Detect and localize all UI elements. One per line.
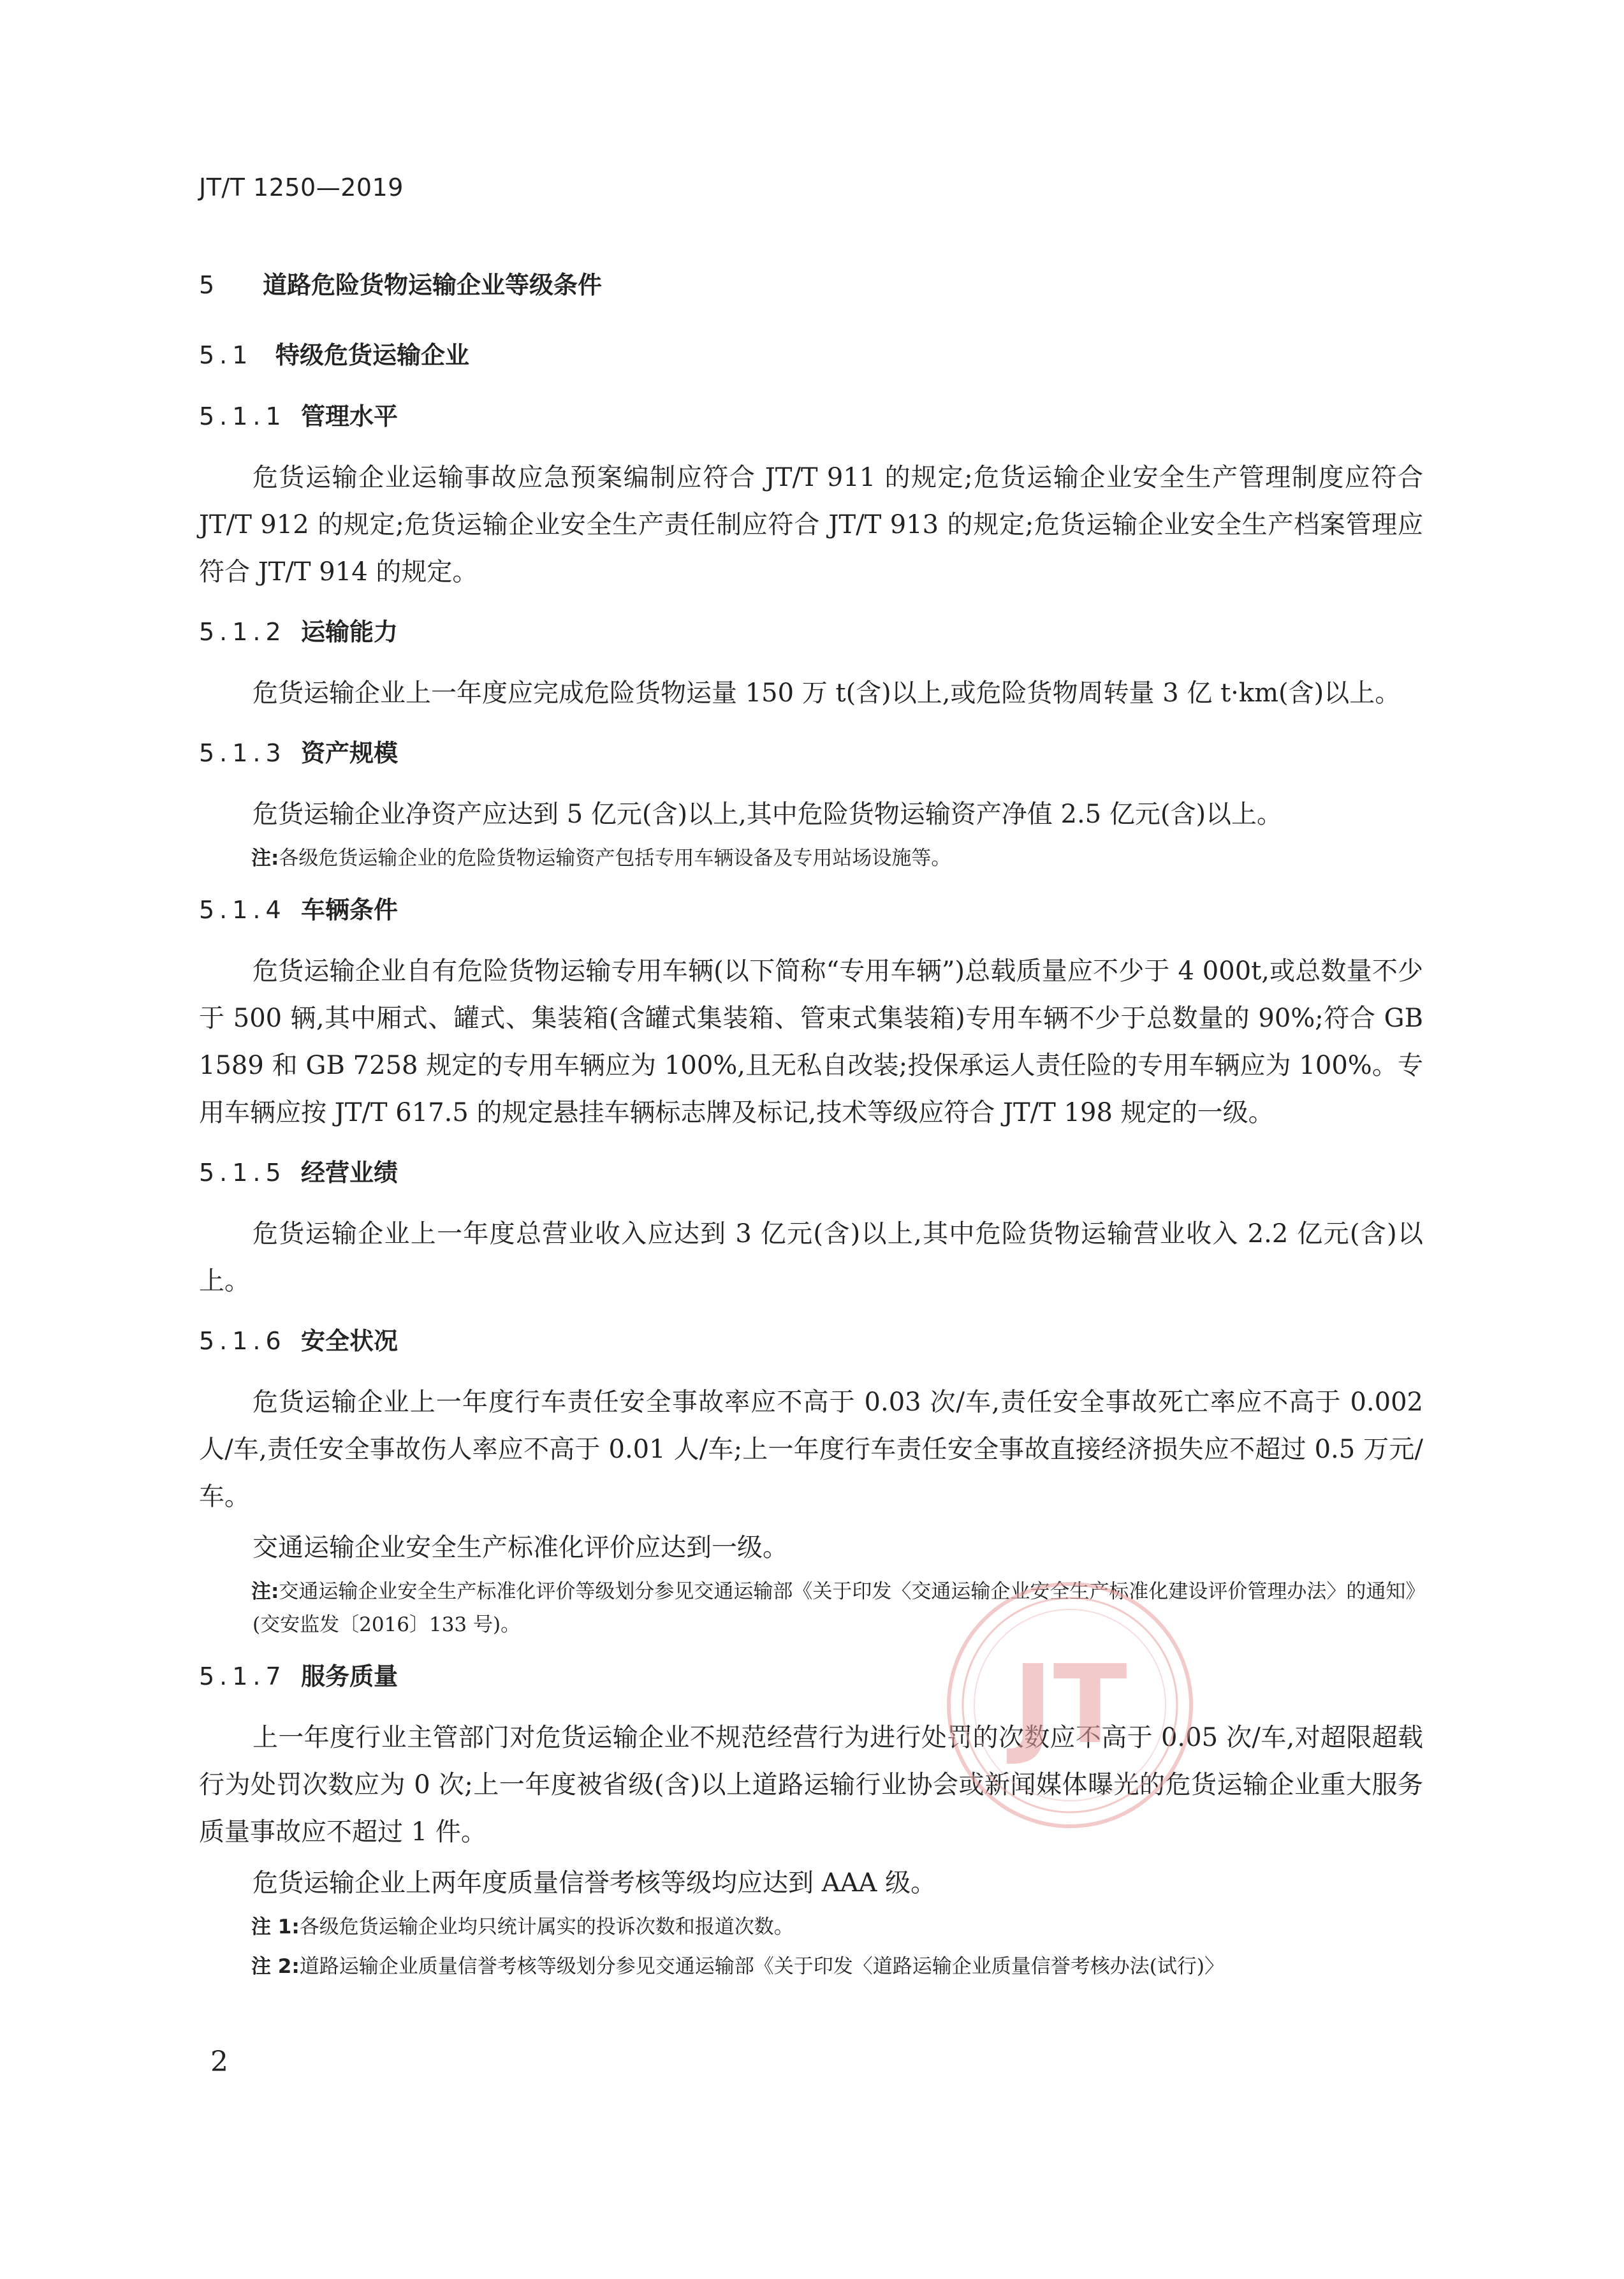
clause-note bbox=[199, 1575, 1423, 1641]
section-title: 道路危险货物运输企业等级条件 bbox=[263, 271, 603, 299]
stamp-text: JT bbox=[1013, 1642, 1127, 1768]
note-label: 注 2: bbox=[251, 1955, 300, 1978]
clause-paragraph: 危货运输企业运输事故应急预案编制应符合 JT/T 911 的规定;危货运输企业安全生产管理制度应符合 JT/T 912 的规定;危货运输企业安全生产责任制应符合 JT/T 913 的规定;危货运输企业安全生产档案管理应符合 JT/T 914 的规定。 bbox=[199, 463, 1423, 587]
clause-paragraph: 上一年度行业主管部门对危货运输企业不规范经营行为进行处罚的次数应不高于 0.05 次/车,对超限超载行为处罚次数应为 0 次;上一年度被省级(含)以上道路运输行业协会或新闻媒体曝光的危货运输企业重大服务质量事故应不超过 1 件。 bbox=[199, 1723, 1423, 1847]
clause-title: 经营业绩 bbox=[301, 1159, 399, 1187]
clause-paragraph: 危货运输企业自有危险货物运输专用车辆(以下简称“专用车辆”)总载质量应不少于 4 000t,或总数量不少于 500 辆,其中厢式、罐式、集装箱(含罐式集装箱、管束式集装箱)专用车辆不少于总数量的 90%;符合 GB 1589 和 GB 7258 规定的专用车辆应为 100%,且无私自改装;投保承运人责任险的专用车辆应为 100%。专用车辆应按 JT/T 617.5 的规定悬挂车辆标志牌及标记,技术等级应符合 JT/T 198 规定的一级。 bbox=[199, 956, 1423, 1127]
clause-paragraph: 危货运输企业上两年度质量信誉考核等级均应达到 AAA 级。 bbox=[252, 1868, 937, 1898]
clause-paragraph: 危货运输企业上一年度总营业收入应达到 3 亿元(含)以上,其中危险货物运输营业收入 2.2 亿元(含)以上。 bbox=[199, 1219, 1423, 1296]
note-text: 交通运输企业安全生产标准化评价等级划分参见交通运输部《关于印发〈交通运输企业安全生产标准化建设评价管理办法〉的通知》(交安监发〔2016〕133 号)。 bbox=[252, 1580, 1416, 1636]
clause-number: 5.1.4 bbox=[199, 896, 286, 924]
document-body bbox=[199, 268, 1423, 1990]
note-text: 各级危货运输企业的危险货物运输资产包括专用车辆设备及专用站场设施等。 bbox=[279, 847, 951, 870]
section-heading bbox=[199, 268, 1423, 302]
clause-title: 管理水平 bbox=[301, 402, 399, 430]
clause-paragraph: 危货运输企业上一年度行车责任安全事故率应不高于 0.03 次/车,责任安全事故死亡率应不高于 0.002 人/车,责任安全事故伤人率应不高于 0.01 人/车;上一年度行车责任安全事故直接经济损失应不超过 0.5 万元/车。 bbox=[199, 1388, 1423, 1511]
page-number: 2 bbox=[210, 2046, 228, 2078]
clause-title: 车辆条件 bbox=[301, 896, 399, 924]
subsection-heading bbox=[199, 338, 1423, 372]
clause-note bbox=[199, 842, 1423, 875]
section-number: 5 bbox=[199, 271, 220, 299]
note-label: 注: bbox=[251, 1580, 279, 1603]
note-label: 注: bbox=[251, 847, 279, 870]
clause-note bbox=[199, 1910, 1423, 1944]
clause-title: 服务质量 bbox=[301, 1662, 399, 1690]
note-text: 道路运输企业质量信誉考核等级划分参见交通运输部《关于印发〈道路运输企业质量信誉考核办法(试行)〉 bbox=[299, 1955, 1224, 1978]
clause-heading bbox=[199, 736, 1423, 770]
clause-number: 5.1.7 bbox=[199, 1662, 286, 1690]
clause-heading bbox=[199, 893, 1423, 927]
clause-paragraph: 交通运输企业安全生产标准化评价应达到一级。 bbox=[252, 1533, 788, 1562]
clause-heading bbox=[199, 1324, 1423, 1358]
clause-heading bbox=[199, 399, 1423, 434]
clause-paragraph: 危货运输企业净资产应达到 5 亿元(含)以上,其中危险货物运输资产净值 2.5 亿元(含)以上。 bbox=[252, 800, 1283, 829]
clause-heading bbox=[199, 1659, 1423, 1694]
clause-title: 资产规模 bbox=[301, 739, 399, 767]
clause-number: 5.1.2 bbox=[199, 618, 286, 646]
standard-code: JT/T 1250—2019 bbox=[199, 173, 404, 202]
clause-number: 5.1.1 bbox=[199, 402, 286, 430]
note-text: 各级危货运输企业均只统计属实的投诉次数和报道次数。 bbox=[299, 1916, 794, 1938]
note-label: 注 1: bbox=[251, 1916, 300, 1938]
clause-note bbox=[199, 1950, 1423, 1983]
clause-paragraph: 危货运输企业上一年度应完成危险货物运量 150 万 t(含)以上,或危险货物周转量 3 亿 t·km(含)以上。 bbox=[252, 678, 1401, 708]
clause-number: 5.1.6 bbox=[199, 1327, 286, 1355]
subsection-number: 5.1 bbox=[199, 341, 253, 369]
clause-heading bbox=[199, 1155, 1423, 1190]
jt-stamp-logo bbox=[942, 1578, 1197, 1833]
clause-number: 5.1.3 bbox=[199, 739, 286, 767]
clause-title: 运输能力 bbox=[301, 618, 399, 646]
clause-number: 5.1.5 bbox=[199, 1159, 286, 1187]
clause-heading bbox=[199, 615, 1423, 649]
clause-title: 安全状况 bbox=[301, 1327, 399, 1355]
subsection-title: 特级危货运输企业 bbox=[275, 341, 470, 369]
